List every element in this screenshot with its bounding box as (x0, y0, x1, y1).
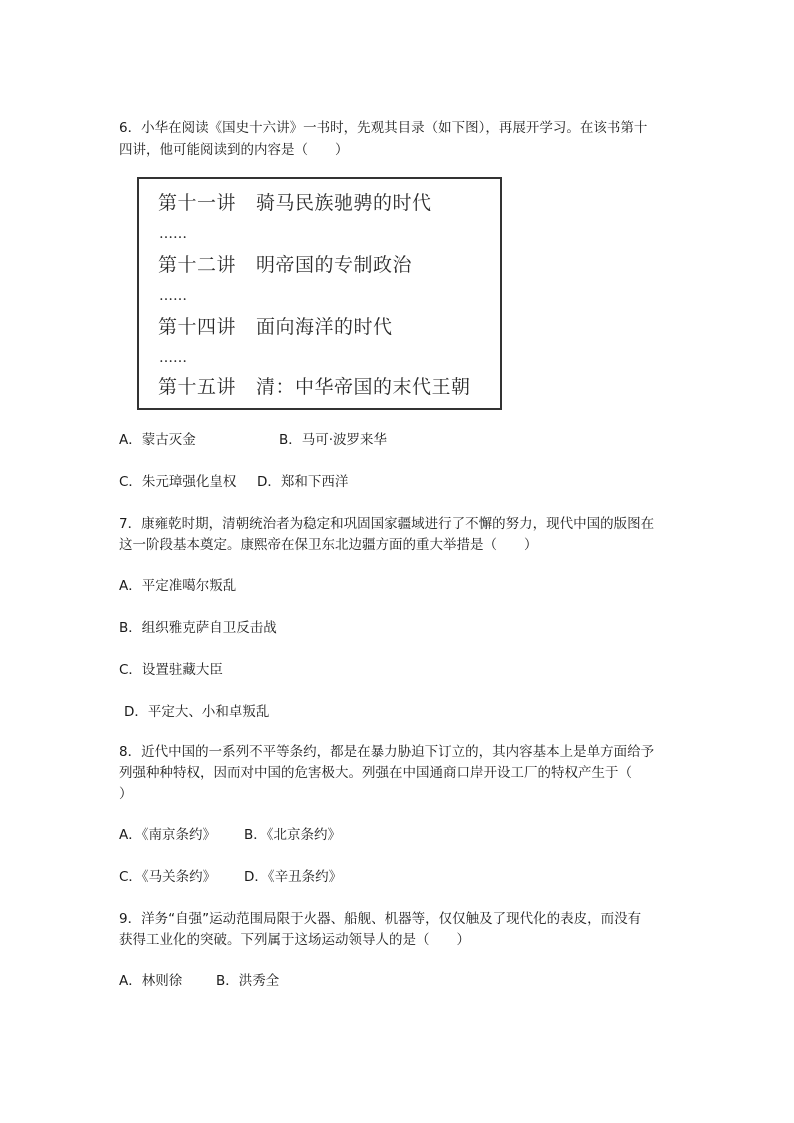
toc-entry-12 (158, 253, 412, 277)
q8-stem-line-3: ） (119, 786, 133, 802)
toc-lecture-label: 第十四讲 (158, 316, 237, 338)
q8-stem-line-2: 列强种种特权，因而对中国的危害极大。列强在中国通商口岸开设工厂的特权产生于（ (119, 765, 632, 781)
q7-option-d: D．平定大、小和卓叛乱 (124, 704, 270, 720)
toc-lecture-label: 第十一讲 (158, 192, 237, 214)
q8-option-b: B．《北京条约》 (244, 827, 342, 843)
q8-option-c: C．《马关条约》 (119, 869, 217, 885)
toc-lecture-title: 明帝国的专制政治 (256, 254, 413, 276)
toc-entry-14 (158, 315, 393, 339)
q9-stem-line-2: 获得工业化的突破。下列属于这场运动领导人的是（ ） (119, 932, 470, 948)
q7-option-a: A．平定准噶尔叛乱 (119, 578, 237, 594)
table-of-contents-figure (137, 177, 502, 410)
q6-stem-line-2: 四讲，他可能阅读到的内容是（ ） (119, 142, 349, 158)
q7-option-b: B．组织雅克萨自卫反击战 (119, 620, 277, 636)
q7-stem-line-1: 7．康雍乾时期，清朝统治者为稳定和巩固国家疆域进行了不懈的努力，现代中国的版图在 (119, 516, 655, 532)
q6-stem-line-1: 6．小华在阅读《国史十六讲》一书时，先观其目录（如下图），再展开学习。在该书第十 (119, 120, 648, 136)
q9-stem-line-1: 9．洋务“自强”运动范围局限于火器、船舰、机器等，仅仅触及了现代化的表皮，而没有 (119, 911, 642, 927)
q6-option-c: C．朱元璋强化皇权 (119, 474, 237, 490)
toc-ellipsis: …… (159, 350, 187, 366)
q8-option-a: A．《南京条约》 (119, 827, 216, 843)
toc-lecture-label: 第十二讲 (158, 254, 237, 276)
toc-entry-15 (158, 375, 471, 399)
toc-lecture-label: 第十五讲 (158, 376, 237, 398)
toc-ellipsis: …… (159, 226, 187, 242)
q8-stem-line-1: 8．近代中国的一系列不平等条约，都是在暴力胁迫下订立的，其内容基本上是单方面给予 (119, 744, 655, 760)
q9-option-a: A．林则徐 (119, 973, 183, 989)
q9-option-b: B．洪秀全 (216, 973, 280, 989)
q6-option-b: B．马可·波罗来华 (279, 432, 388, 448)
q8-option-d: D．《辛丑条约》 (244, 869, 343, 885)
toc-lecture-title: 面向海洋的时代 (256, 316, 393, 338)
q6-option-d: D．郑和下西洋 (257, 474, 349, 490)
q7-option-c: C．设置驻藏大臣 (119, 662, 223, 678)
toc-lecture-title: 清：中华帝国的末代王朝 (256, 376, 471, 398)
toc-entry-11 (158, 191, 432, 215)
toc-lecture-title: 骑马民族驰骋的时代 (256, 192, 432, 214)
q6-option-a: A．蒙古灭金 (119, 432, 196, 448)
q7-stem-line-2: 这一阶段基本奠定。康熙帝在保卫东北边疆方面的重大举措是（ ） (119, 537, 538, 553)
toc-ellipsis: …… (159, 288, 187, 304)
